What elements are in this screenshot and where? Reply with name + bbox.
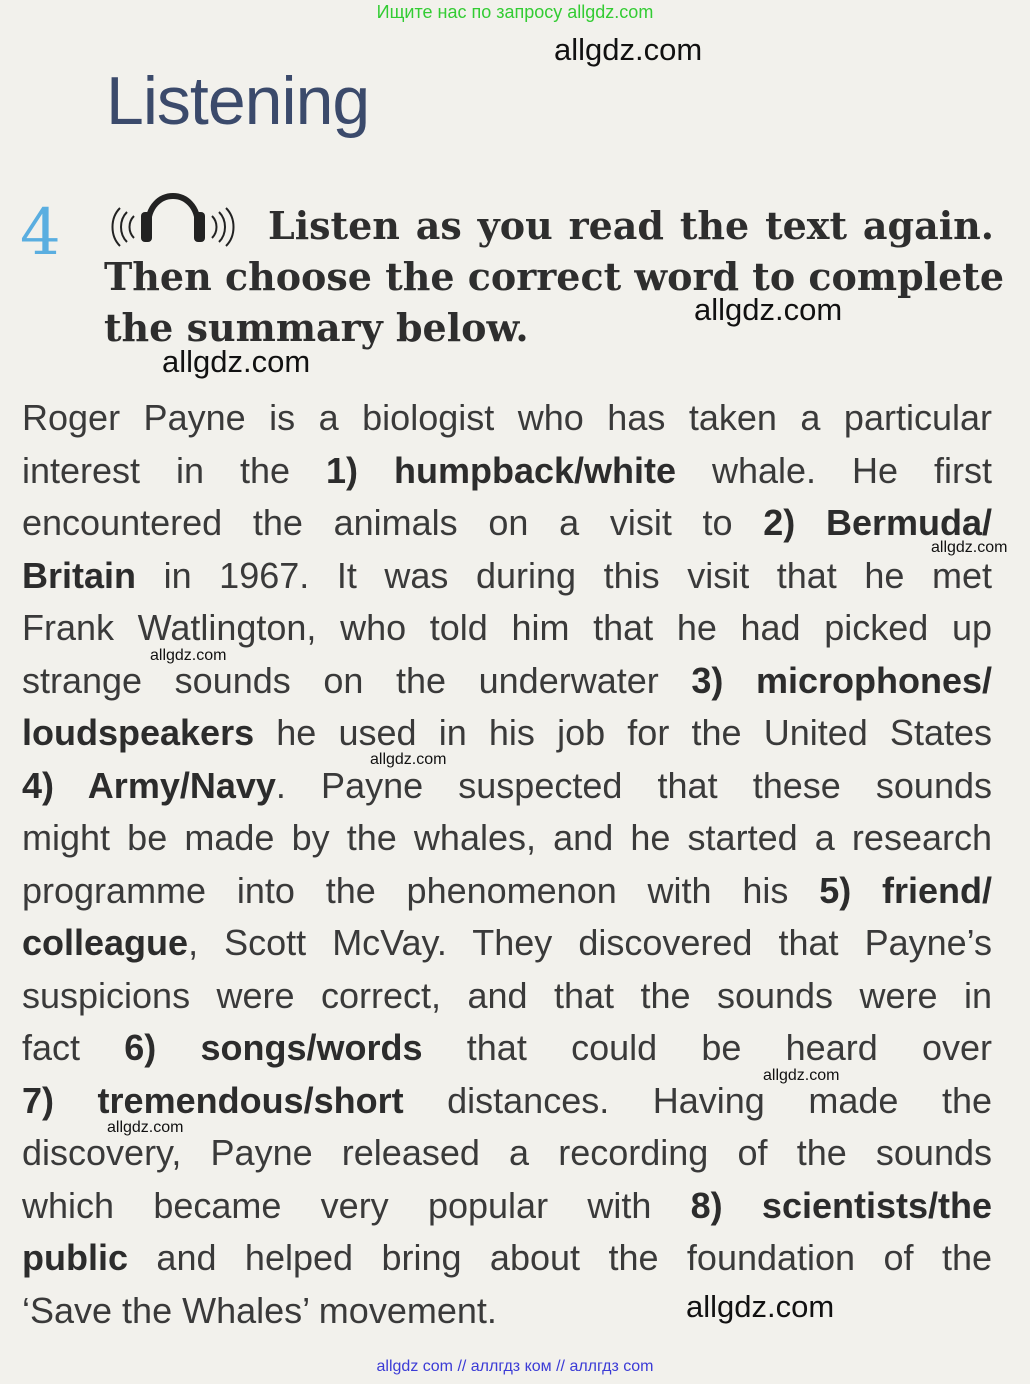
watermark: allgdz.com xyxy=(931,539,1008,556)
text-segment: Roger Payne is a biologist who has taken a particular xyxy=(22,397,992,438)
text-segment: that could be heard over xyxy=(422,1027,992,1068)
text-line xyxy=(22,1022,992,1075)
watermark: allgdz.com xyxy=(150,647,227,664)
text-segment: . Payne suspected that these sounds xyxy=(275,764,992,806)
watermark: allgdz.com xyxy=(686,1289,835,1324)
top-banner[interactable]: Ищите нас по запросу allgdz.com xyxy=(376,2,654,22)
watermark: allgdz.com xyxy=(694,292,843,327)
section-heading: Listening xyxy=(106,63,370,139)
watermark: allgdz.com xyxy=(107,1119,184,1136)
text-segment: fact xyxy=(22,1027,125,1068)
answer-choice: 4) Army/Navy xyxy=(22,764,276,806)
answer-choice: 1) humpback/white xyxy=(326,449,677,491)
answer-choice: public xyxy=(22,1237,128,1278)
text-segment: in 1967. It was during this visit that he met xyxy=(136,554,992,596)
text-line xyxy=(22,917,992,970)
answer-choice: 7) tremendous/short xyxy=(22,1079,404,1121)
text-segment: suspicions were correct, and that the sounds were in xyxy=(22,974,992,1016)
text-line xyxy=(22,550,992,603)
text-segment: distances. Having made the xyxy=(403,1079,992,1121)
text-line xyxy=(22,707,992,760)
text-segment: Frank Watlington, who told him that he had picked up xyxy=(22,607,992,648)
watermark: allgdz.com xyxy=(162,344,311,379)
text-line xyxy=(22,1285,992,1338)
text-line xyxy=(22,392,992,445)
text-segment: and helped bring about the foundation of the xyxy=(128,1237,992,1278)
summary-text xyxy=(22,392,992,1337)
text-segment: ‘Save the Whales’ movement. xyxy=(22,1289,497,1331)
text-line xyxy=(22,970,992,1023)
text-line xyxy=(22,1180,992,1233)
text-line xyxy=(22,497,992,550)
text-line xyxy=(22,865,992,918)
text-line xyxy=(22,445,992,498)
text-segment: which became very popular with xyxy=(22,1184,691,1226)
text-segment: whale. He first xyxy=(676,449,992,491)
text-segment: , Scott McVay. They discovered that Payne’s xyxy=(188,922,992,963)
text-line xyxy=(22,1232,992,1285)
text-segment: might be made by the whales, and he started a research xyxy=(22,817,992,858)
watermark: allgdz.com xyxy=(370,751,447,768)
watermark: allgdz.com xyxy=(763,1067,840,1084)
instruction-line: Then choose the correct word to complete xyxy=(104,254,1005,299)
answer-choice: 5) friend/ xyxy=(819,869,993,911)
text-segment: interest in the xyxy=(22,449,327,491)
instruction-line: Listen as you read the text again. xyxy=(268,203,994,248)
answer-choice: loudspeakers xyxy=(22,712,255,753)
text-segment: programme into the phenomenon with his xyxy=(22,869,820,911)
answer-choice: 6) songs/words xyxy=(124,1027,423,1068)
text-line xyxy=(22,760,992,813)
text-segment: discovery, Payne released a recording of the sounds xyxy=(22,1132,992,1173)
text-segment: encountered the animals on a visit to xyxy=(22,502,764,543)
text-segment: he used in his job for the United States xyxy=(254,712,992,753)
answer-choice: colleague xyxy=(22,922,189,963)
text-segment: strange sounds on the underwater xyxy=(22,659,692,701)
bottom-bar[interactable]: allgdz com // аллгдз ком // аллгдз com xyxy=(376,1358,654,1375)
answer-choice: 3) microphones/ xyxy=(691,659,992,701)
instruction-line: the summary below. xyxy=(104,305,529,350)
answer-choice: 2) Bermuda/ xyxy=(763,502,993,543)
answer-choice: 8) scientists/the xyxy=(690,1184,993,1226)
text-line xyxy=(22,812,992,865)
answer-choice: Britain xyxy=(22,554,137,596)
watermark: allgdz.com xyxy=(554,32,703,67)
exercise-instruction xyxy=(104,200,1005,353)
exercise-number: 4 xyxy=(20,196,61,270)
